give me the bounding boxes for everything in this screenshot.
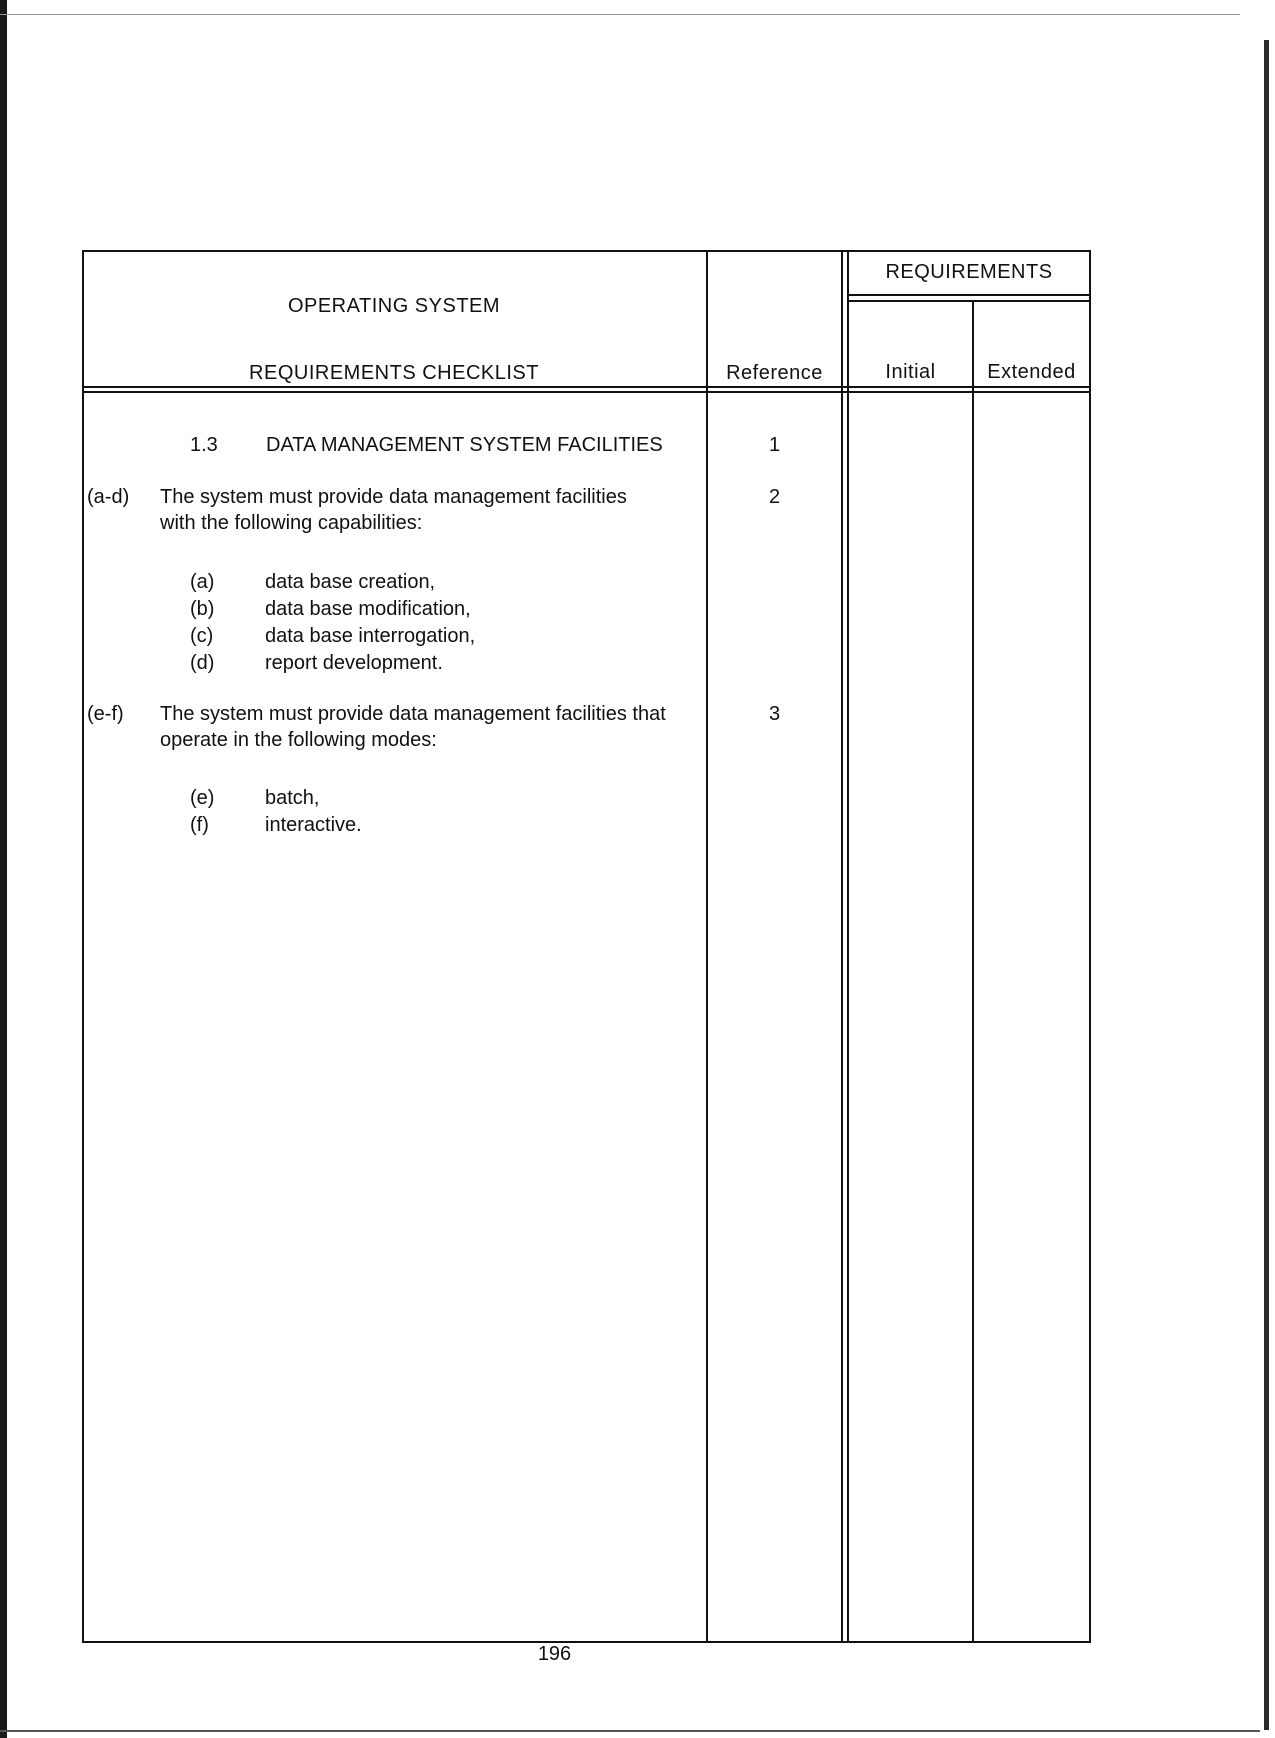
frame-top [82, 250, 1091, 252]
group1-label: (a-d) [87, 486, 130, 508]
group2-label: (e-f) [87, 703, 124, 725]
item-key: (b) [190, 598, 215, 620]
checklist-title-line2: REQUIREMENTS CHECKLIST [249, 362, 539, 384]
group1-line1: The system must provide data management facilities [160, 486, 627, 508]
item-text: data base interrogation, [265, 625, 476, 647]
header-rule-1 [82, 386, 1091, 388]
reference-column-header: Reference [726, 362, 823, 384]
group1-reference: 2 [768, 486, 781, 508]
section-reference: 1 [768, 434, 781, 456]
divider-initial-b [847, 250, 849, 1643]
item-text: report development. [265, 652, 443, 674]
item-key: (e) [190, 787, 215, 809]
header-rule-2 [82, 391, 1091, 393]
extended-column-header: Extended [987, 361, 1076, 383]
group1-line2: with the following capabilities: [160, 512, 423, 534]
item-key: (a) [190, 571, 215, 593]
page-number: 196 [537, 1643, 572, 1665]
requirements-header: REQUIREMENTS [885, 261, 1053, 283]
page-edge-left [0, 0, 7, 1738]
frame-left [82, 250, 84, 1643]
initial-column-header: Initial [885, 361, 936, 383]
section-number: 1.3 [190, 434, 218, 456]
divider-extended [972, 302, 974, 1643]
group2-line2: operate in the following modes: [160, 729, 437, 751]
item-text: interactive. [265, 814, 362, 836]
item-key: (c) [190, 625, 214, 647]
item-key: (d) [190, 652, 215, 674]
requirements-rule-2 [847, 300, 1091, 302]
item-text: data base creation, [265, 571, 436, 593]
divider-reference [706, 250, 708, 1643]
group2-reference: 3 [768, 703, 781, 725]
frame-right [1089, 250, 1091, 1643]
page-edge-right [1264, 40, 1269, 1730]
item-text: data base modification, [265, 598, 471, 620]
group2-line1: The system must provide data management facilities that [160, 703, 666, 725]
item-key: (f) [190, 814, 209, 836]
checklist-form [82, 250, 1091, 1643]
divider-initial-a [841, 250, 843, 1643]
page-edge-top [0, 14, 1240, 15]
requirements-rule-1 [847, 294, 1091, 296]
checklist-title-line1: OPERATING SYSTEM [287, 295, 501, 317]
section-title: DATA MANAGEMENT SYSTEM FACILITIES [266, 434, 663, 456]
page-edge-bottom [0, 1730, 1260, 1732]
item-text: batch, [265, 787, 320, 809]
